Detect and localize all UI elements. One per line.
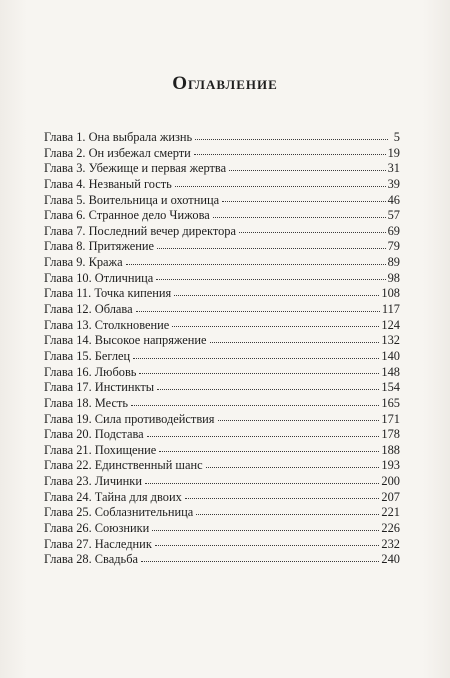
toc-entry <box>44 161 400 177</box>
toc-entry-page: 200 <box>381 474 400 489</box>
toc-leader-dots <box>194 154 386 155</box>
toc-entry <box>44 302 400 318</box>
toc-entry-title: Глава 3. Убежище и первая жертва <box>44 161 227 176</box>
toc-leader-dots <box>210 342 380 343</box>
toc-leader-dots <box>152 530 379 531</box>
toc-entry-title: Глава 26. Союзники <box>44 521 150 536</box>
toc-entry <box>44 349 400 365</box>
toc-entry-title: Глава 17. Инстинкты <box>44 380 155 395</box>
toc-entry-title: Глава 1. Она выбрала жизнь <box>44 130 193 144</box>
toc-leader-dots <box>141 561 379 562</box>
toc-leader-dots <box>239 232 386 233</box>
toc-leader-dots <box>174 295 379 296</box>
toc-leader-dots <box>157 389 379 390</box>
toc-entry <box>44 443 400 459</box>
toc-entry <box>44 365 400 381</box>
toc-leader-dots <box>131 405 379 406</box>
toc-entry-page: 193 <box>381 458 400 473</box>
toc-leader-dots <box>147 436 380 437</box>
toc-leader-dots <box>145 483 379 484</box>
toc-entry <box>44 552 400 568</box>
toc-leader-dots <box>133 358 379 359</box>
toc-entry <box>44 505 400 521</box>
toc-leader-dots <box>136 311 380 312</box>
toc-leader-dots <box>175 186 386 187</box>
toc-leader-dots <box>218 420 380 421</box>
toc-entry <box>44 318 400 334</box>
table-of-contents <box>44 130 400 568</box>
toc-entry-page: 69 <box>387 223 400 238</box>
toc-entry-title: Глава 10. Отличница <box>44 270 154 285</box>
toc-leader-dots <box>185 498 380 499</box>
toc-entry-page: 207 <box>381 489 400 504</box>
toc-entry-title: Глава 22. Единственный шанс <box>44 458 203 473</box>
toc-entry-title: Глава 16. Любовь <box>44 364 137 379</box>
toc-entry <box>44 490 400 506</box>
toc-entry <box>44 521 400 537</box>
toc-entry-title: Глава 9. Кража <box>44 255 123 270</box>
toc-entry-page: 226 <box>381 521 400 536</box>
toc-entry-title: Глава 20. Подстава <box>44 427 144 442</box>
toc-entry-page: 5 <box>393 130 400 144</box>
toc-entry <box>44 224 400 240</box>
toc-leader-dots <box>139 373 379 374</box>
toc-entry-title: Глава 28. Свадьба <box>44 552 138 567</box>
toc-leader-dots <box>196 514 379 515</box>
toc-entry-title: Глава 2. Он избежал смерти <box>44 145 191 160</box>
toc-entry <box>44 208 400 224</box>
toc-entry <box>44 537 400 553</box>
toc-entry-page: 148 <box>381 364 400 379</box>
toc-entry-title: Глава 12. Облава <box>44 302 133 317</box>
toc-entry-title: Глава 24. Тайна для двоих <box>44 489 182 504</box>
page-title: Оглавление <box>172 73 278 94</box>
toc-entry <box>44 146 400 162</box>
toc-leader-dots <box>172 326 379 327</box>
toc-leader-dots <box>126 264 386 265</box>
toc-entry-title: Глава 23. Личинки <box>44 474 142 489</box>
toc-entry-page: 221 <box>381 505 400 520</box>
toc-entry-title: Глава 18. Месть <box>44 395 129 410</box>
toc-entry-title: Глава 14. Высокое напряжение <box>44 333 207 348</box>
toc-entry-page: 79 <box>387 239 400 254</box>
toc-entry-page: 117 <box>381 302 400 317</box>
toc-entry-page: 240 <box>381 552 400 567</box>
toc-entry-page: 154 <box>381 380 400 395</box>
toc-entry-title: Глава 7. Последний вечер директора <box>44 223 236 238</box>
toc-entry <box>44 271 400 287</box>
toc-leader-dots <box>155 545 380 546</box>
toc-entry-page: 178 <box>381 427 400 442</box>
toc-entry-title: Глава 15. Беглец <box>44 348 131 363</box>
toc-entry-page: 89 <box>387 255 400 270</box>
toc-entry-title: Глава 5. Воительница и охотница <box>44 192 220 207</box>
toc-entry <box>44 427 400 443</box>
toc-entry-page: 108 <box>381 286 400 301</box>
toc-entry-page: 188 <box>381 442 400 457</box>
toc-entry-page: 171 <box>381 411 400 426</box>
toc-entry-title: Глава 19. Сила противодействия <box>44 411 215 426</box>
toc-entry-title: Глава 4. Незваный гость <box>44 176 172 191</box>
toc-entry-page: 31 <box>387 161 400 176</box>
toc-entry-title: Глава 25. Соблазнительница <box>44 505 194 520</box>
toc-leader-dots <box>159 451 379 452</box>
toc-entry <box>44 412 400 428</box>
toc-leader-dots <box>156 279 385 280</box>
toc-entry-page: 132 <box>381 333 400 348</box>
toc-entry <box>44 333 400 349</box>
toc-entry-page: 19 <box>387 145 400 160</box>
toc-entry <box>44 255 400 271</box>
toc-entry <box>44 286 400 302</box>
toc-entry-title: Глава 6. Странное дело Чижова <box>44 208 210 223</box>
toc-entry-title: Глава 11. Точка кипения <box>44 286 172 301</box>
toc-entry <box>44 177 400 193</box>
toc-entry <box>44 458 400 474</box>
toc-entry-page: 232 <box>381 536 400 551</box>
toc-entry-page: 140 <box>381 348 400 363</box>
toc-leader-dots <box>213 217 386 218</box>
toc-leader-dots <box>206 467 380 468</box>
toc-leader-dots <box>195 139 388 140</box>
toc-entry-title: Глава 21. Похищение <box>44 442 157 457</box>
toc-entry-page: 124 <box>381 317 400 332</box>
toc-entry-page: 46 <box>387 192 400 207</box>
toc-entry-page: 98 <box>387 270 400 285</box>
toc-entry-page: 39 <box>387 176 400 191</box>
toc-entry-page: 165 <box>381 395 400 410</box>
toc-entry-title: Глава 13. Столкновение <box>44 317 170 332</box>
toc-leader-dots <box>157 248 386 249</box>
toc-entry <box>44 396 400 412</box>
toc-entry <box>44 130 400 146</box>
toc-entry <box>44 474 400 490</box>
toc-leader-dots <box>229 170 385 171</box>
toc-entry <box>44 193 400 209</box>
toc-entry <box>44 380 400 396</box>
toc-entry <box>44 239 400 255</box>
toc-entry-title: Глава 27. Наследник <box>44 536 152 551</box>
toc-entry-page: 57 <box>387 208 400 223</box>
toc-leader-dots <box>222 201 386 202</box>
toc-entry-title: Глава 8. Притяжение <box>44 239 154 254</box>
